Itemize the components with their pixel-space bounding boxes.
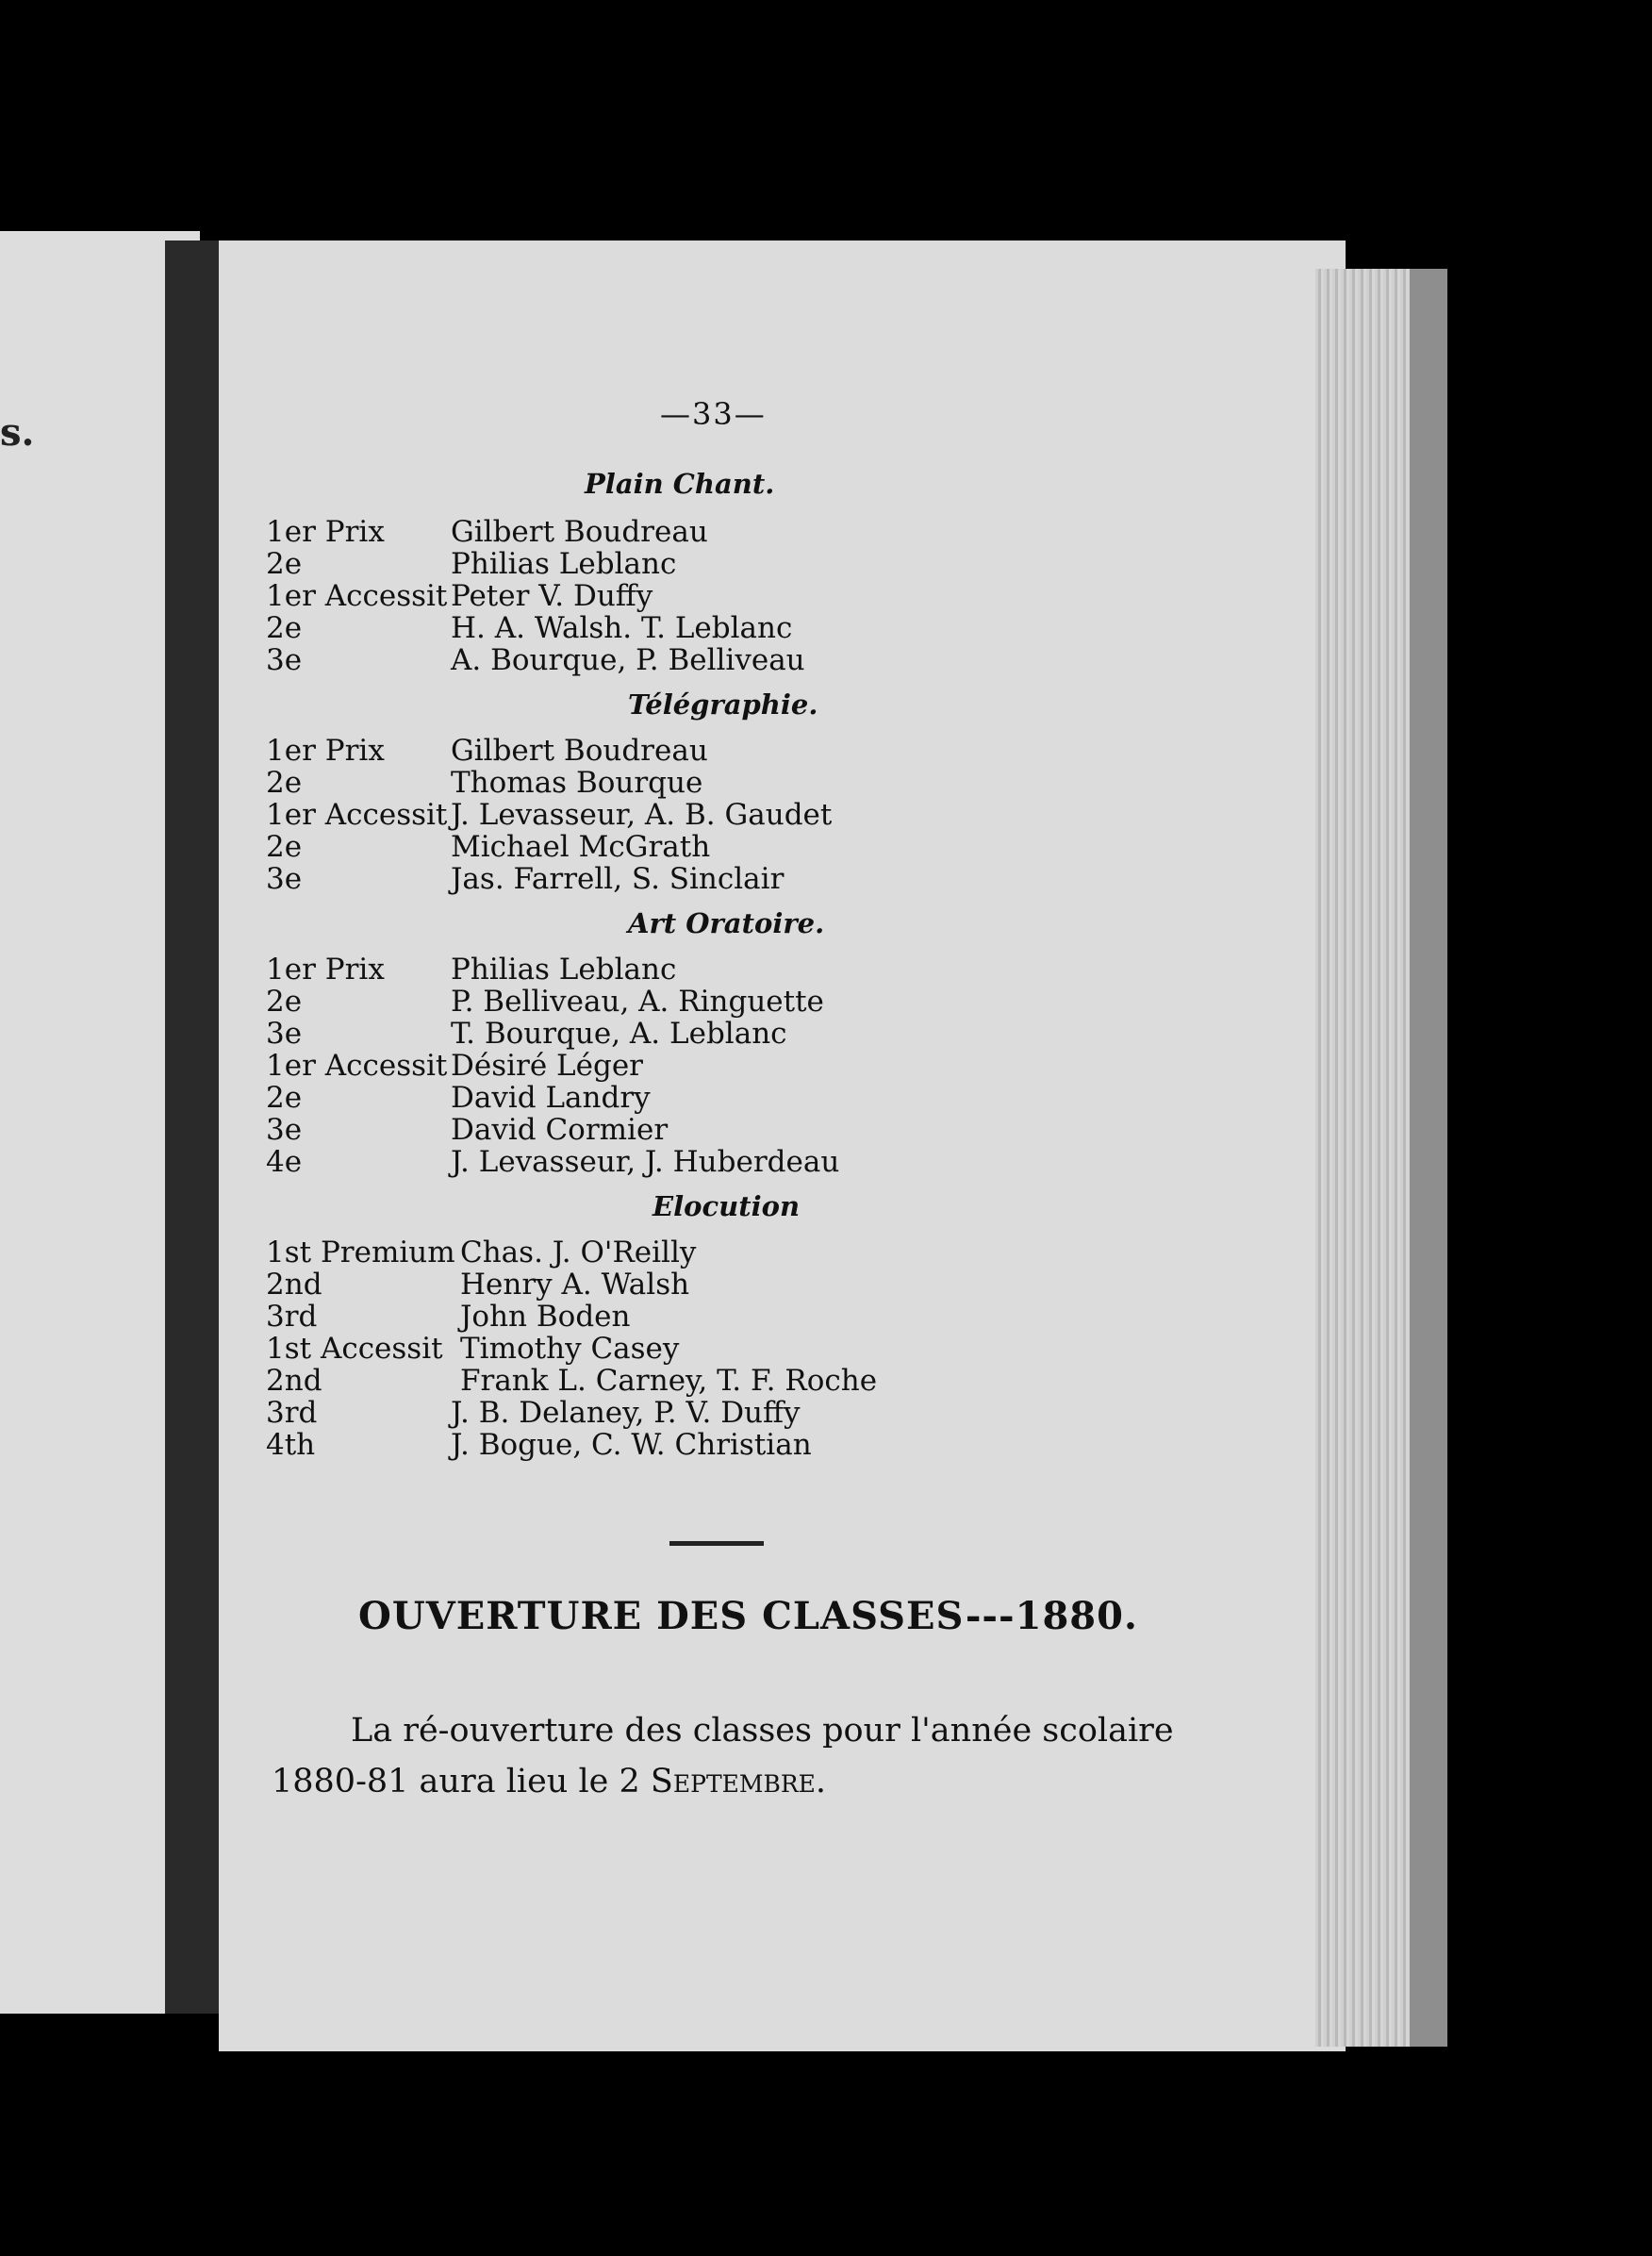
winner-names: Henry A. Walsh [460,1268,690,1302]
winner-names: Philias Leblanc [451,953,677,987]
rank-label: 3e [266,1113,303,1147]
rank-label: 1er Accessit [266,579,448,613]
winner-names: Gilbert Boudreau [451,515,708,549]
rank-label: 1er Accessit [266,798,448,832]
winner-names: Désiré Léger [451,1049,643,1083]
winner-names: J. B. Delaney, P. V. Duffy [451,1396,801,1430]
winner-names: J. Levasseur, A. B. Gaudet [451,798,833,832]
section-divider [669,1541,764,1546]
rank-label: 3e [266,862,303,896]
paragraph-date: Septembre [650,1763,816,1800]
rank-label: 1er Accessit [266,1049,448,1083]
winner-names: P. Belliveau, A. Ringuette [451,985,824,1019]
rank-label: 2nd [266,1364,322,1398]
section-title-elocution: Elocution [653,1190,801,1222]
rank-label: 3e [266,1017,303,1051]
rank-label: 1st Premium [266,1236,455,1269]
winner-names: Gilbert Boudreau [451,734,708,768]
rank-label: 2e [266,830,303,864]
left-page-fragment: s. [0,410,35,455]
winner-names: Timothy Casey [460,1332,680,1366]
rank-label: 2e [266,547,303,581]
rank-label: 1st Accessit [266,1332,443,1366]
rank-label: 3rd [266,1396,318,1430]
rank-label: 1er Prix [266,515,385,549]
rank-label: 2e [266,611,303,645]
section-title-telegraphie: Télégraphie. [628,688,818,721]
page-number: —33— [660,396,767,432]
winner-names: Frank L. Carney, T. F. Roche [460,1364,878,1398]
winner-names: A. Bourque, P. Belliveau [451,643,805,677]
rank-label: 2nd [266,1268,322,1302]
winner-names: T. Bourque, A. Leblanc [451,1017,787,1051]
paragraph-text: La ré-ouverture des classes pour l'année scolaire 1880-81 aura lieu le 2 [272,1712,1174,1800]
winner-names: Michael McGrath [451,830,711,864]
winner-names: Chas. J. O'Reilly [460,1236,697,1269]
rank-label: 1er Prix [266,953,385,987]
rank-label: 3e [266,643,303,677]
winner-names: David Cormier [451,1113,669,1147]
page-heading: OUVERTURE DES CLASSES---1880. [358,1594,1138,1638]
winner-names: John Boden [460,1300,631,1334]
rank-label: 3rd [266,1300,318,1334]
rank-label: 2e [266,1081,303,1115]
section-title-art-oratoire: Art Oratoire. [628,907,825,939]
winner-names: Thomas Bourque [451,766,703,800]
rank-label: 2e [266,766,303,800]
winner-names: J. Bogue, C. W. Christian [451,1428,812,1462]
rank-label: 4e [266,1145,303,1179]
winner-names: J. Levasseur, J. Huberdeau [451,1145,840,1179]
rank-label: 4th [266,1428,316,1462]
winner-names: Peter V. Duffy [451,579,653,613]
announcement-paragraph [272,1705,1177,1807]
winner-names: David Landry [451,1081,651,1115]
section-title-plain-chant: Plain Chant. [585,468,775,500]
paragraph-end: . [815,1763,827,1800]
winner-names: H. A. Walsh. T. Leblanc [451,611,793,645]
winner-names: Philias Leblanc [451,547,677,581]
rank-label: 1er Prix [266,734,385,768]
rank-label: 2e [266,985,303,1019]
winner-names: Jas. Farrell, S. Sinclair [451,862,785,896]
